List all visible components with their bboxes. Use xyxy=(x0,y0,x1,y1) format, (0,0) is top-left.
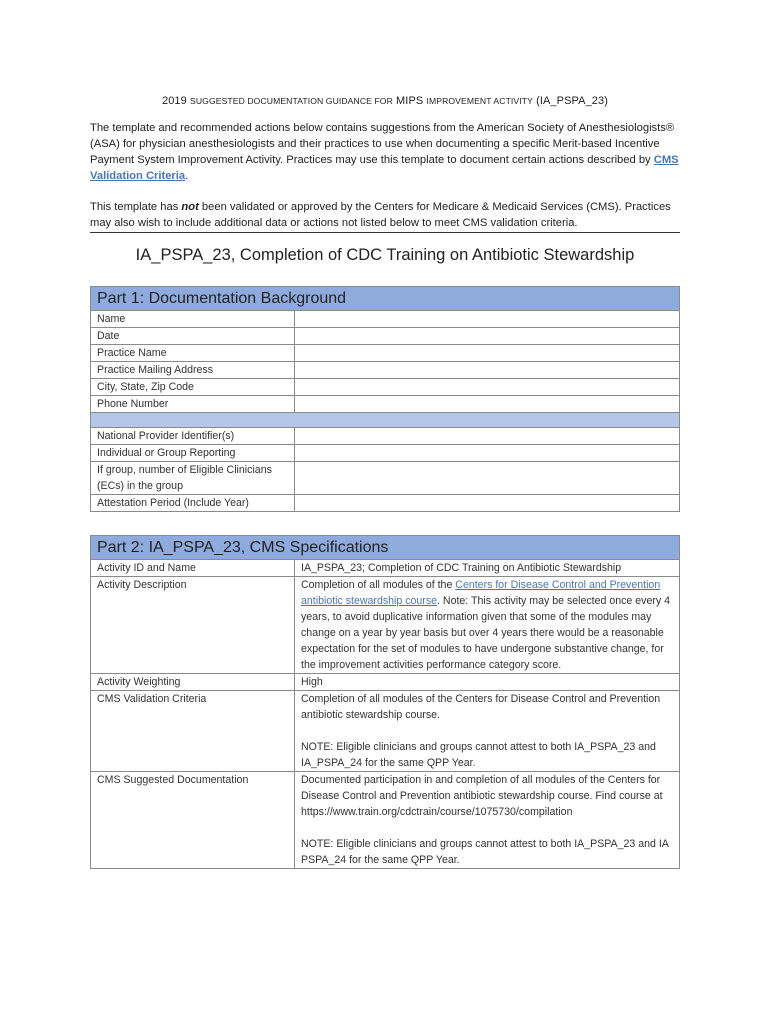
activity-id-value: IA_PSPA_23; Completion of CDC Training on Antibiotic Stewardship xyxy=(295,560,680,577)
field-label: National Provider Identifier(s) xyxy=(91,428,295,445)
cms-validation-label: CMS Validation Criteria xyxy=(91,691,295,772)
documentation-background-table xyxy=(90,286,680,512)
part1-band xyxy=(91,413,680,428)
table-row xyxy=(91,577,680,674)
intro-end: . xyxy=(185,170,189,182)
title-year: 2019 xyxy=(162,95,187,107)
activity-id-label: Activity ID and Name xyxy=(91,560,295,577)
part1-rows-a xyxy=(91,311,680,413)
disclaimer-emphasis: not xyxy=(181,201,199,213)
field-label: If group, number of Eligible Clinicians (ECs) in the group xyxy=(91,462,295,495)
field-value-cell[interactable] xyxy=(295,495,680,512)
table-row xyxy=(91,445,680,462)
activity-description-value xyxy=(295,577,680,674)
field-value-cell[interactable] xyxy=(295,362,680,379)
validation-text: Completion of all modules of the Centers for Disease Control and Prevention antibiotic stewardship course. xyxy=(301,693,661,721)
field-label: City, State, Zip Code xyxy=(91,379,295,396)
part2-heading: Part 2: IA_PSPA_23, CMS Specifications xyxy=(91,536,680,560)
document-title xyxy=(90,95,680,107)
title-mips: MIPS xyxy=(396,95,424,107)
title-activity-text: IMPROVEMENT ACTIVITY xyxy=(426,96,533,106)
table-row xyxy=(91,462,680,495)
field-label: Practice Name xyxy=(91,345,295,362)
cdc-course-link[interactable]: Centers for Disease Control and Prevention antibiotic stewardship course xyxy=(301,579,661,607)
activity-weighting-value: High xyxy=(295,674,680,691)
intro-text: The template and recommended actions below contains suggestions from the American Society of Anesthesiologists® (ASA) for physician anesthesiologists and their practices to use when documenting a specific Merit-based Incentive Payment System Improvement Activity. Practices may use this template to document certain actions described by xyxy=(90,122,675,166)
field-value-cell[interactable] xyxy=(295,445,680,462)
title-activity-code: (IA_PSPA_23) xyxy=(536,95,608,107)
table-row xyxy=(91,396,680,413)
part1-header-row xyxy=(91,287,680,311)
activity-weighting-label: Activity Weighting xyxy=(91,674,295,691)
field-label: Individual or Group Reporting xyxy=(91,445,295,462)
documentation-text: Documented participation in and completion of all modules of the Centers for Disease Control and Prevention antibiotic stewardship course. Find course at https://www.train.org/cdctrain/course/1075730/compilation xyxy=(301,774,663,818)
table-row xyxy=(91,560,680,577)
field-label: Attestation Period (Include Year) xyxy=(91,495,295,512)
title-guidance-text: SUGGESTED DOCUMENTATION GUIDANCE FOR xyxy=(190,96,393,106)
field-label: Name xyxy=(91,311,295,328)
cms-documentation-label: CMS Suggested Documentation xyxy=(91,772,295,869)
field-value-cell[interactable] xyxy=(295,328,680,345)
field-value-cell[interactable] xyxy=(295,396,680,413)
activity-description-label: Activity Description xyxy=(91,577,295,674)
disclaimer-pre: This template has xyxy=(90,201,182,213)
validation-note: NOTE: Eligible clinicians and groups cannot attest to both IA_PSPA_23 and IA_PSPA_24 for the same QPP Year. xyxy=(301,741,656,769)
field-label: Date xyxy=(91,328,295,345)
table-row xyxy=(91,674,680,691)
table-row xyxy=(91,495,680,512)
part1-rows-b xyxy=(91,428,680,512)
part1-band-row xyxy=(91,413,680,428)
table-row xyxy=(91,379,680,396)
table-row xyxy=(91,428,680,445)
divider xyxy=(90,232,680,233)
table-row xyxy=(91,345,680,362)
cms-documentation-value xyxy=(295,772,680,869)
disclaimer-post: been validated or approved by the Centers for Medicare & Medicaid Services (CMS). Practices may also wish to include additional data or actions not listed below to meet CMS validation criteria. xyxy=(90,201,671,229)
description-pre: Completion of all modules of the xyxy=(301,579,456,591)
activity-heading: IA_PSPA_23, Completion of CDC Training on Antibiotic Stewardship xyxy=(135,246,635,264)
table-row xyxy=(91,311,680,328)
table-row xyxy=(91,691,680,772)
intro-paragraph xyxy=(90,120,680,184)
part1-heading: Part 1: Documentation Background xyxy=(91,287,680,311)
description-post: . Note: This activity may be selected once every 4 years, to avoid duplicative information given that some of the modules may change on a year by year basis but over 4 years there would be a reasonable expectation for the set of modules to have undergone substantive change, for the improvement activities performance category score. xyxy=(301,595,671,671)
cms-validation-value xyxy=(295,691,680,772)
field-value-cell[interactable] xyxy=(295,379,680,396)
field-value-cell[interactable] xyxy=(295,462,680,495)
disclaimer-paragraph xyxy=(90,199,680,231)
table-row xyxy=(91,772,680,869)
part2-header-row xyxy=(91,536,680,560)
field-label: Phone Number xyxy=(91,396,295,413)
documentation-note: NOTE: Eligible clinicians and groups cannot attest to both IA_PSPA_23 and IA PSPA_24 for the same QPP Year. xyxy=(301,838,669,866)
table-row xyxy=(91,328,680,345)
table-row xyxy=(91,362,680,379)
cms-validation-criteria-link[interactable]: CMS Validation Criteria xyxy=(90,154,679,182)
field-value-cell[interactable] xyxy=(295,345,680,362)
cms-specifications-table xyxy=(90,535,680,869)
field-label: Practice Mailing Address xyxy=(91,362,295,379)
field-value-cell[interactable] xyxy=(295,311,680,328)
field-value-cell[interactable] xyxy=(295,428,680,445)
